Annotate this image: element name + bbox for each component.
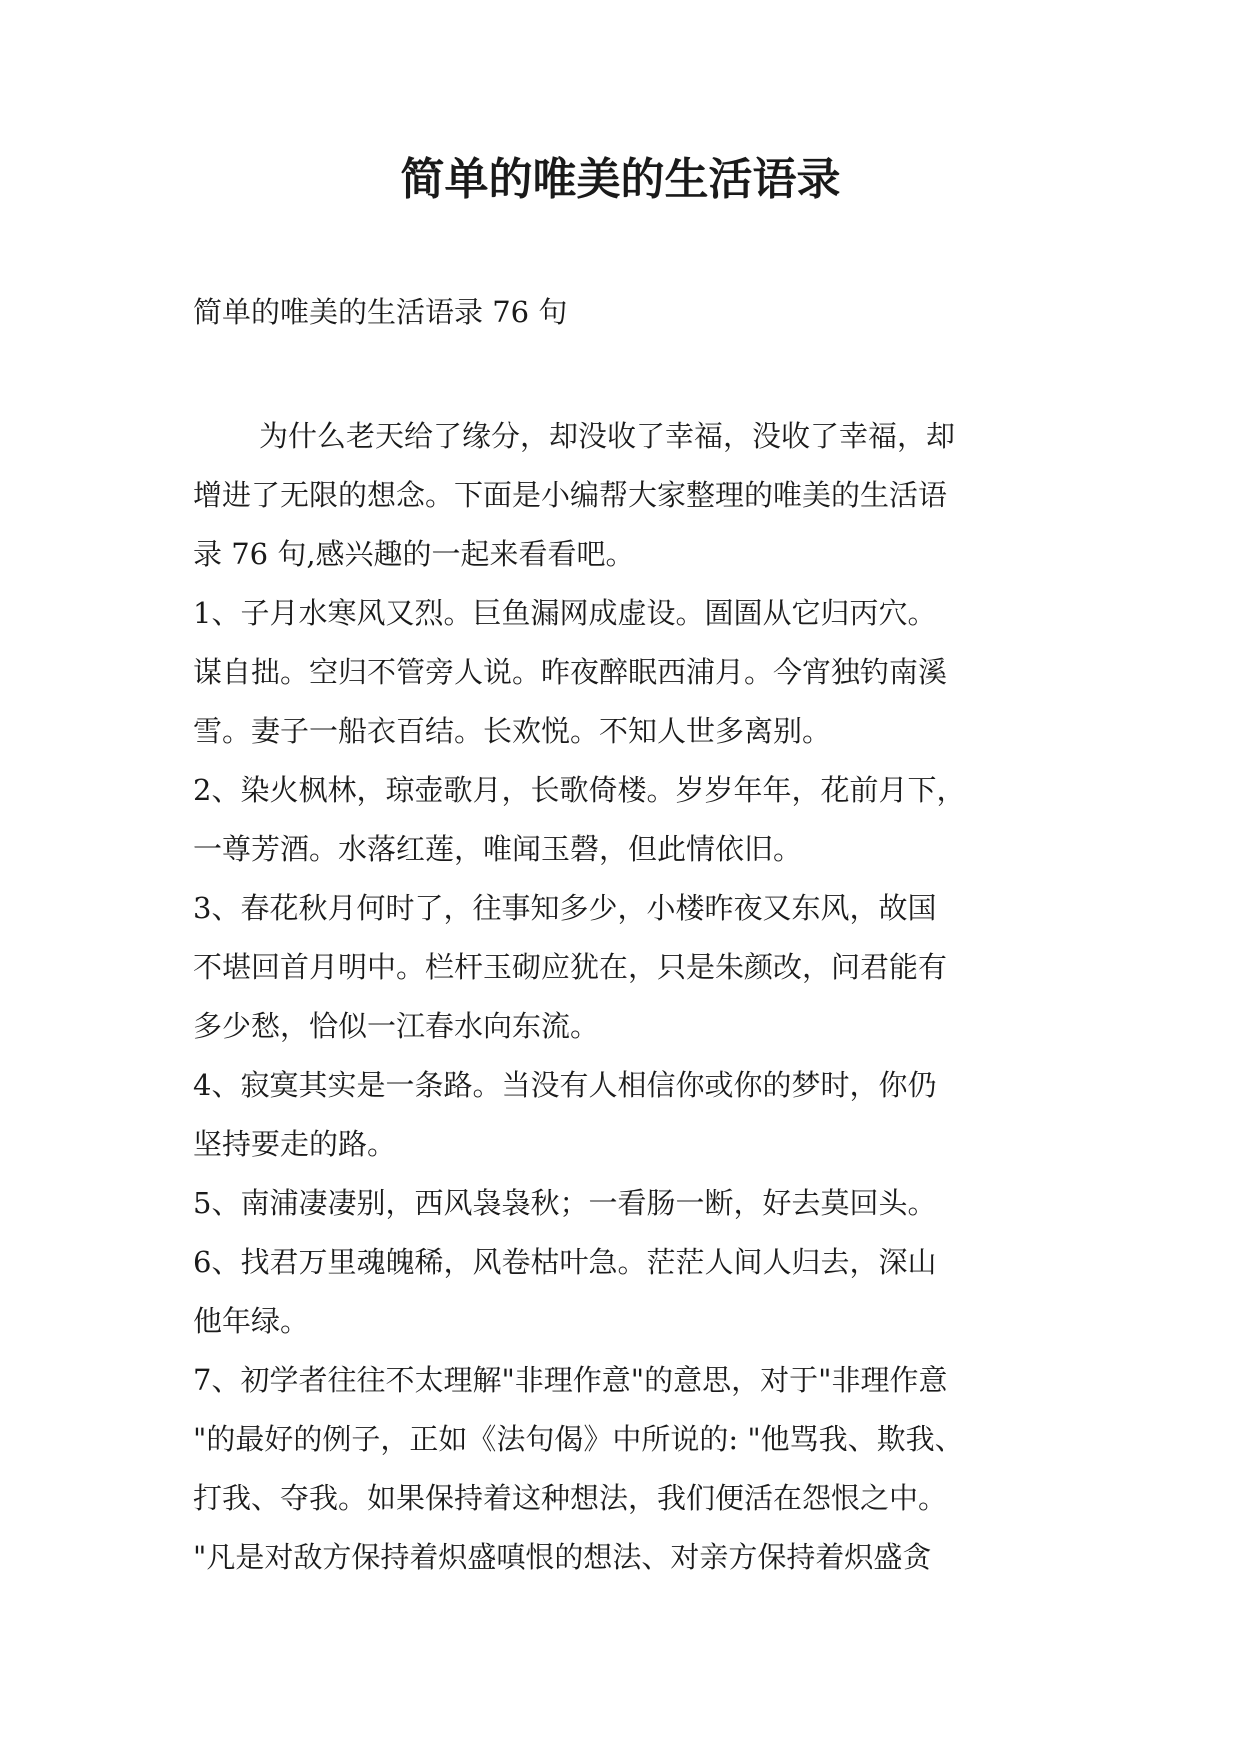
text-line: 录 76 句,感兴趣的一起来看看吧。 — [193, 537, 635, 571]
text-line: 不堪回首月明中。栏杆玉砌应犹在，只是朱颜改，问君能有 — [193, 950, 948, 984]
document-body — [193, 407, 1055, 1587]
text-line: "凡是对敌方保持着炽盛嗔恨的想法、对亲方保持着炽盛贪 — [193, 1540, 932, 1574]
text-line: 1、子月水寒风又烈。巨鱼漏网成虚设。圄圄从它归丙穴。 — [193, 596, 937, 630]
text-line: 2、染火枫林，琼壶歌月，长歌倚楼。岁岁年年，花前月下， — [193, 773, 966, 807]
text-line: 6、找君万里魂魄稀，风卷枯叶急。茫茫人间人归去，深山 — [193, 1245, 937, 1279]
text-line: 雪。妻子一船衣百结。长欢悦。不知人世多离别。 — [193, 714, 832, 748]
text-line: "的最好的例子，正如《法句偈》中所说的: "他骂我、欺我、 — [193, 1422, 964, 1456]
text-line: 5、南浦凄凄别，西风袅袅秋；一看肠一断，好去莫回头。 — [193, 1186, 937, 1220]
text-line: 谋自拙。空归不管旁人说。昨夜醉眠西浦月。今宵独钓南溪 — [193, 655, 948, 689]
document-title: 简单的唯美的生活语录 — [400, 154, 841, 205]
text-line: 为什么老天给了缘分，却没收了幸福，没收了幸福，却 — [259, 419, 956, 453]
text-line: 7、初学者往往不太理解"非理作意"的意思，对于"非理作意 — [193, 1363, 948, 1397]
text-line: 4、寂寞其实是一条路。当没有人相信你或你的梦时，你仍 — [193, 1068, 937, 1102]
text-line: 多少愁，恰似一江春水向东流。 — [193, 1009, 600, 1043]
text-line: 坚持要走的路。 — [193, 1127, 397, 1161]
text-line: 增进了无限的想念。下面是小编帮大家整理的唯美的生活语 — [193, 478, 948, 512]
text-line: 打我、夺我。如果保持着这种想法，我们便活在怨恨之中。 — [193, 1481, 948, 1515]
text-line: 他年绿。 — [193, 1304, 310, 1338]
text-line: 3、春花秋月何时了，往事知多少，小楼昨夜又东风，故国 — [193, 891, 937, 925]
text-line: 一尊芳酒。水落红莲，唯闻玉磬，但此情依旧。 — [193, 832, 803, 866]
document-subtitle: 简单的唯美的生活语录 76 句 — [193, 295, 568, 329]
